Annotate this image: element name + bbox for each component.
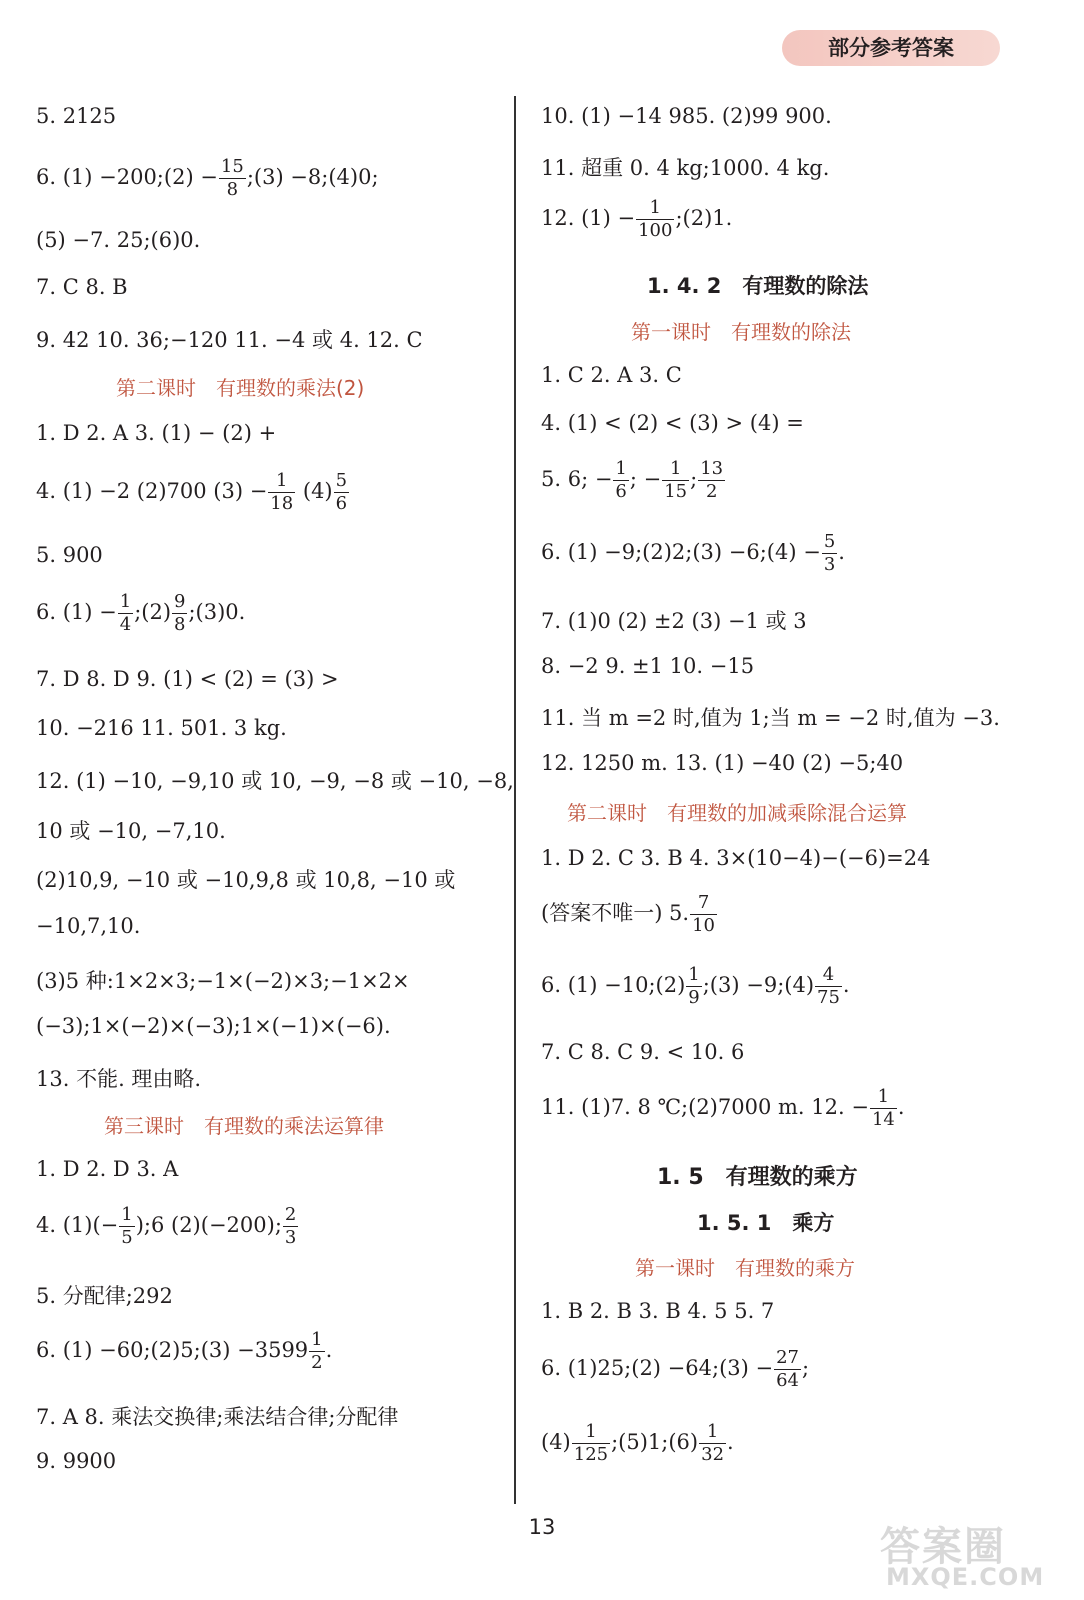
fraction: $\frac{5}{6}$ [335, 470, 348, 514]
answer-line: 11. 当 m =2 时,值为 1;当 m = −2 时,值为 −3. [541, 706, 1000, 730]
answer-line: 4. (1) −2 (2)700 (3) − $\frac{1}{18}$ (4) $\frac{5}{6}$ [36, 470, 348, 514]
answer-line: 12. (1) − $\frac{1}{100}$ ;(2)1. [541, 197, 733, 241]
fraction: $\frac{2}{3}$ [284, 1204, 297, 1248]
answer-line: 4. (1) < (2) < (3) > (4) = [541, 411, 804, 435]
answer-line: (3)5 种:1×2×3;−1×(−2)×3;−1×2× [36, 969, 410, 993]
answer-line: 7. C 8. B [36, 275, 128, 299]
answer-line: 6. (1) − $\frac{1}{4}$ ;(2) $\frac{9}{8}$ ;(3)0. [36, 591, 246, 635]
answer-line: (2)10,9, −10 或 −10,9,8 或 10,8, −10 或 [36, 868, 456, 892]
answer-line: 6. (1) −60;(2)5;(3) −3599 $\frac{1}{2}$ . [36, 1329, 333, 1373]
fraction: $\frac{27}{64}$ [776, 1347, 799, 1391]
answer-line: 10. −216 11. 501. 3 kg. [36, 716, 287, 740]
answer-line: 5. 900 [36, 543, 103, 567]
section-heading: 第一课时 有理数的除法 [631, 320, 851, 344]
subsection-title: 1. 5. 1 乘方 [697, 1211, 835, 1235]
fraction: $\frac{1}{2}$ [311, 1329, 323, 1373]
watermark-url: MXQE.COM [886, 1563, 1045, 1591]
answer-line: 5. 6; − $\frac{1}{6}$ ; − $\frac{1}{15}$ ; $\frac{13}{2}$ [541, 458, 724, 502]
fraction: $\frac{4}{75}$ [817, 964, 840, 1008]
subsection-title: 1. 4. 2 有理数的除法 [647, 274, 869, 298]
answer-line: 5. 2125 [36, 104, 117, 128]
answer-line: (4) $\frac{1}{125}$ ;(5)1;(6) $\frac{1}{32}$ . [541, 1421, 734, 1465]
fraction: $\frac{9}{8}$ [174, 591, 186, 635]
answer-line: (答案不唯一) 5. $\frac{7}{10}$ [541, 892, 716, 936]
section-heading: 第三课时 有理数的乘法运算律 [104, 1114, 384, 1138]
section-heading: 第二课时 有理数的乘法(2) [116, 376, 365, 400]
answer-line: 6. (1)25;(2) −64;(3) − $\frac{27}{64}$ ; [541, 1347, 810, 1391]
answer-line: 1. D 2. D 3. A [36, 1157, 179, 1181]
fraction: $\frac{1}{4}$ [119, 591, 132, 635]
answer-line: 6. (1) −200;(2) − $\frac{15}{8}$ ;(3) −8;(4)0; [36, 156, 379, 200]
fraction: $\frac{1}{32}$ [701, 1421, 725, 1465]
answer-line: 10 或 −10, −7,10. [36, 819, 226, 843]
answer-line: (−3);1×(−2)×(−3);1×(−1)×(−6). [36, 1014, 391, 1038]
answer-line: 9. 42 10. 36;−120 11. −4 或 4. 12. C [36, 328, 423, 352]
watermark-text: 答案圈 [880, 1524, 1006, 1570]
answer-line: 6. (1) −10;(2) $\frac{1}{9}$ ;(3) −9;(4) $\frac{4}{75}$ . [541, 964, 850, 1008]
answer-line: 1. D 2. A 3. (1) − (2) + [36, 421, 277, 445]
column-divider [514, 96, 516, 1504]
answer-line: 12. (1) −10, −9,10 或 10, −9, −8 或 −10, −8, [36, 769, 514, 793]
fraction: $\frac{1}{14}$ [871, 1086, 895, 1130]
fraction: $\frac{5}{3}$ [823, 531, 836, 575]
fraction: $\frac{7}{10}$ [692, 892, 716, 936]
watermark-logo [880, 1515, 1070, 1595]
answer-line: 4. (1)(− $\frac{1}{5}$ );6 (2)(−200); $\frac{2}{3}$ [36, 1204, 297, 1248]
answer-line: 1. C 2. A 3. C [541, 363, 682, 387]
section-heading: 第一课时 有理数的乘方 [635, 1256, 855, 1280]
fraction: $\frac{15}{8}$ [220, 156, 244, 200]
answer-line: −10,7,10. [36, 914, 141, 938]
answer-line: (5) −7. 25;(6)0. [36, 228, 201, 252]
answer-line: 11. 超重 0. 4 kg;1000. 4 kg. [541, 156, 830, 180]
answer-line: 1. B 2. B 3. B 4. 5 5. 7 [541, 1299, 775, 1323]
fraction: $\frac{1}{18}$ [270, 470, 294, 514]
fraction: $\frac{13}{2}$ [700, 458, 724, 502]
fraction: $\frac{1}{15}$ [664, 458, 688, 502]
answer-line: 11. (1)7. 8 ℃;(2)7000 m. 12. − $\frac{1}{14}$ . [541, 1086, 905, 1130]
answer-line: 12. 1250 m. 13. (1) −40 (2) −5;40 [541, 751, 904, 775]
fraction: $\frac{1}{9}$ [688, 964, 700, 1008]
answer-line: 1. D 2. C 3. B 4. 3×(10−4)−(−6)=24 [541, 846, 931, 870]
fraction: $\frac{1}{5}$ [121, 1204, 133, 1248]
answer-line: 9. 9900 [36, 1449, 117, 1473]
answer-line: 13. 不能. 理由略. [36, 1067, 202, 1091]
answer-line: 7. C 8. C 9. < 10. 6 [541, 1040, 745, 1064]
fraction: $\frac{1}{100}$ [638, 197, 673, 241]
answer-line: 6. (1) −9;(2)2;(3) −6;(4) − $\frac{5}{3}$ . [541, 531, 845, 575]
answer-line: 8. −2 9. ±1 10. −15 [541, 654, 755, 678]
section-heading: 第二课时 有理数的加减乘除混合运算 [567, 801, 907, 825]
subsection-title: 1. 5 有理数的乘方 [657, 1165, 858, 1190]
fraction: $\frac{1}{125}$ [573, 1421, 609, 1465]
answer-line: 7. D 8. D 9. (1) < (2) = (3) > [36, 667, 339, 691]
answer-key-badge: 部分参考答案 [782, 30, 1000, 66]
page-number: 13 [528, 1515, 556, 1539]
answer-line: 7. (1)0 (2) ±2 (3) −1 或 3 [541, 609, 807, 633]
answer-line: 7. A 8. 乘法交换律;乘法结合律;分配律 [36, 1405, 399, 1429]
answer-line: 5. 分配律;292 [36, 1284, 173, 1308]
fraction: $\frac{1}{6}$ [615, 458, 627, 502]
answer-line: 10. (1) −14 985. (2)99 900. [541, 104, 832, 128]
